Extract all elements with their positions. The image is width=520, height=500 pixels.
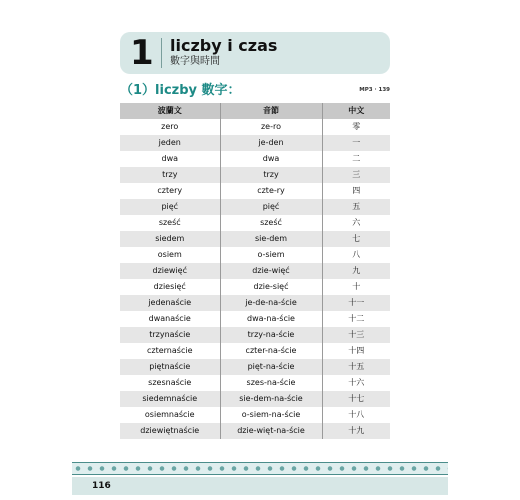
cell-syllables: je-de-na-ście — [220, 295, 322, 311]
cell-syllables: sie-dem-na-ście — [220, 391, 322, 407]
cell-polish: dwa — [120, 151, 220, 167]
cell-polish: piętnaście — [120, 359, 220, 375]
table-row — [120, 327, 390, 343]
cell-syllables: sie-dem — [220, 231, 322, 247]
cell-chinese: 十七 — [322, 391, 390, 407]
table-header-row — [120, 103, 390, 119]
footer-bar — [72, 477, 448, 495]
cell-chinese: 零 — [322, 119, 390, 135]
cell-polish: dziewięć — [120, 263, 220, 279]
cell-polish: cztery — [120, 183, 220, 199]
cell-polish: trzy — [120, 167, 220, 183]
cell-polish: siedemnaście — [120, 391, 220, 407]
cell-chinese: 九 — [322, 263, 390, 279]
vocabulary-table — [120, 103, 390, 439]
cell-chinese: 十三 — [322, 327, 390, 343]
cell-chinese: 三 — [322, 167, 390, 183]
cell-polish: osiem — [120, 247, 220, 263]
cell-polish: czternaście — [120, 343, 220, 359]
cell-syllables: szes-na-ście — [220, 375, 322, 391]
cell-chinese: 十二 — [322, 311, 390, 327]
cell-chinese: 十 — [322, 279, 390, 295]
cell-chinese: 十四 — [322, 343, 390, 359]
table-row — [120, 343, 390, 359]
cell-chinese: 七 — [322, 231, 390, 247]
chapter-title: liczby i czas — [170, 36, 278, 55]
cell-chinese: 十九 — [322, 423, 390, 439]
cell-chinese: 八 — [322, 247, 390, 263]
mp3-track-label: MP3 · 139 — [359, 87, 390, 93]
cell-syllables: czte-ry — [220, 183, 322, 199]
table-row — [120, 247, 390, 263]
cell-syllables: pięt-na-ście — [220, 359, 322, 375]
cell-syllables: o-siem — [220, 247, 322, 263]
header-chinese: 中文 — [322, 103, 390, 119]
table-row — [120, 135, 390, 151]
cell-chinese: 五 — [322, 199, 390, 215]
cell-polish: trzynaście — [120, 327, 220, 343]
cell-polish: osiemnaście — [120, 407, 220, 423]
cell-polish: siedem — [120, 231, 220, 247]
cell-polish: dziesięć — [120, 279, 220, 295]
cell-polish: szesnaście — [120, 375, 220, 391]
table-body — [120, 119, 390, 439]
cell-polish: jeden — [120, 135, 220, 151]
cell-syllables: o-siem-na-ście — [220, 407, 322, 423]
cell-polish: sześć — [120, 215, 220, 231]
cell-polish: zero — [120, 119, 220, 135]
table-row — [120, 151, 390, 167]
cell-chinese: 十六 — [322, 375, 390, 391]
cell-polish: jedenaście — [120, 295, 220, 311]
header-polish: 波蘭文 — [120, 103, 220, 119]
cell-chinese: 十一 — [322, 295, 390, 311]
cell-syllables: dzie-więć — [220, 263, 322, 279]
cell-syllables: trzy — [220, 167, 322, 183]
cell-chinese: 一 — [322, 135, 390, 151]
header-syllables: 音節 — [220, 103, 322, 119]
table-row — [120, 375, 390, 391]
cell-chinese: 二 — [322, 151, 390, 167]
table-row — [120, 183, 390, 199]
table-row — [120, 311, 390, 327]
cell-polish: pięć — [120, 199, 220, 215]
cell-syllables: dwa-na-ście — [220, 311, 322, 327]
cell-syllables: sześć — [220, 215, 322, 231]
table-row — [120, 407, 390, 423]
table-row — [120, 199, 390, 215]
cell-polish: dwanaście — [120, 311, 220, 327]
cell-syllables: je-den — [220, 135, 322, 151]
chapter-banner — [120, 32, 390, 74]
cell-chinese: 六 — [322, 215, 390, 231]
table-row — [120, 295, 390, 311]
table-row — [120, 359, 390, 375]
cell-syllables: czter-na-ście — [220, 343, 322, 359]
banner-divider — [161, 38, 162, 68]
decorative-border — [72, 462, 448, 475]
table-row — [120, 119, 390, 135]
cell-syllables: pięć — [220, 199, 322, 215]
table-row — [120, 391, 390, 407]
cell-syllables: dwa — [220, 151, 322, 167]
cell-syllables: dzie-sięć — [220, 279, 322, 295]
cell-chinese: 十八 — [322, 407, 390, 423]
cell-chinese: 十五 — [322, 359, 390, 375]
section-heading: （1）liczby 數字： — [120, 83, 241, 98]
table-row — [120, 231, 390, 247]
chapter-number: 1 — [130, 33, 154, 73]
cell-syllables: dzie-więt-na-ście — [220, 423, 322, 439]
table-row — [120, 263, 390, 279]
table-row — [120, 423, 390, 439]
cell-chinese: 四 — [322, 183, 390, 199]
chapter-subtitle: 數字與時間 — [170, 56, 220, 67]
page-number: 116 — [92, 481, 111, 491]
cell-syllables: ze-ro — [220, 119, 322, 135]
table-row — [120, 167, 390, 183]
cell-syllables: trzy-na-ście — [220, 327, 322, 343]
table-row — [120, 279, 390, 295]
table-row — [120, 215, 390, 231]
cell-polish: dziewiętnaście — [120, 423, 220, 439]
